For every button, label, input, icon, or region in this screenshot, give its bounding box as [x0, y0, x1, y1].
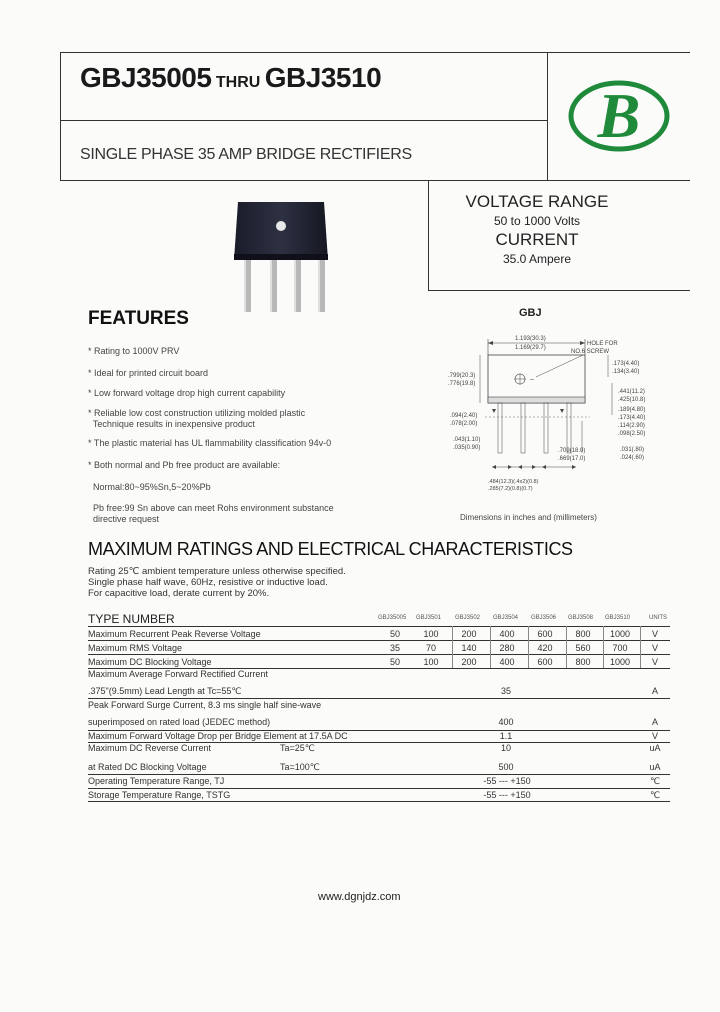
dim-left-4: .078(2.00): [450, 421, 478, 427]
feature-item: * Low forward voltage drop high current capability: [88, 388, 286, 398]
table-rule: [88, 698, 670, 699]
ir-value-1: 10: [500, 743, 511, 753]
avg-current-label: Maximum Average Forward Rectified Current: [88, 669, 268, 679]
tstg-value: -55 --- +150: [483, 790, 531, 800]
ratings-box-bottom: [428, 290, 690, 291]
ir-value-2: 500: [498, 762, 514, 772]
dim-left-2: .776(19.8): [448, 381, 476, 387]
dim-right-10: .024(.60): [620, 455, 645, 461]
cell-value: 50: [389, 657, 400, 667]
feature-item: * Rating to 1000V PRV: [88, 346, 180, 356]
hole-label-1: HOLE FOR: [587, 341, 618, 347]
tj-value: -55 --- +150: [483, 776, 531, 786]
feature-item: * The plastic material has UL flammability classification 94v-0: [88, 438, 332, 448]
vf-value: 1.1: [499, 731, 513, 741]
cell-value: 400: [499, 629, 515, 639]
features-heading: FEATURES: [88, 308, 189, 329]
ratings-notes: [88, 566, 346, 599]
row-label: Maximum Recurrent Peak Reverse Voltage: [88, 629, 261, 639]
col-head-gbj3502: GBJ3502: [455, 615, 481, 621]
cell-value: 280: [499, 643, 515, 653]
ir-cond-2: Ta=100℃: [280, 762, 320, 772]
table-rule: [88, 788, 670, 789]
cell-value: 1000: [609, 629, 631, 639]
dim-mid-2: .669(17.0): [558, 456, 586, 462]
col-head-gbj3510: GBJ3510: [605, 615, 631, 621]
feature-item: directive request: [88, 514, 160, 524]
table-rule: [88, 654, 670, 655]
tj-unit: ℃: [649, 776, 661, 786]
dimensions-caption: Dimensions in inches and (millimeters): [460, 513, 597, 522]
cell-value: 600: [537, 657, 553, 667]
top-rule: [60, 52, 690, 53]
footer-url[interactable]: www.dgnjdz.com: [318, 891, 401, 903]
surge-unit: A: [651, 717, 658, 727]
cell-unit: V: [651, 643, 658, 653]
type-number-header: TYPE NUMBER: [88, 612, 175, 626]
title-left: GBJ35005: [80, 62, 212, 93]
header-left-rule: [60, 52, 61, 180]
cell-value: 800: [575, 657, 591, 667]
cell-value: 1000: [609, 657, 631, 667]
note-line: For capacitive load, derate current by 20%.: [88, 588, 270, 599]
cell-value: 50: [389, 629, 400, 639]
feature-item: Pb free:99 Sn above can meet Rohs environment substance: [88, 503, 334, 513]
cell-unit: V: [651, 657, 658, 667]
logo-letter: B: [597, 80, 641, 151]
dim-mid-1: .709(18.0): [558, 448, 586, 454]
voltage-range-label: VOLTAGE RANGE: [465, 192, 609, 211]
svg-text:~: ~: [530, 377, 535, 384]
dim-bottom-2: .285(7.2)(0.8)(0.7): [488, 486, 533, 492]
cell-value: 100: [423, 657, 439, 667]
table-rule: [88, 801, 670, 802]
feature-item: * Reliable low cost construction utilizing molded plastic: [88, 408, 306, 418]
avg-current-unit: A: [651, 686, 658, 696]
ir-unit-2: uA: [649, 762, 661, 772]
dim-right-8: .098(2.50): [618, 431, 646, 437]
avg-current-value: 35: [500, 686, 511, 696]
tstg-unit: ℃: [649, 790, 661, 800]
cell-value: 200: [461, 657, 477, 667]
company-logo: [567, 76, 671, 161]
avg-current-label-2: .375"(9.5mm) Lead Length at Tc=55℃: [88, 686, 242, 696]
vf-unit: V: [651, 731, 658, 741]
feature-item: Technique results in inexpensive product: [88, 419, 255, 429]
note-line: Rating 25℃ ambient temperature unless otherwise specified.: [88, 566, 346, 577]
cell-value: 800: [575, 629, 591, 639]
surge-label: Peak Forward Surge Current, 8.3 ms single half sine-wave: [88, 700, 322, 710]
dim-right-1: .173(4.40): [612, 361, 640, 367]
dim-top-1: 1.193(30.3): [515, 336, 546, 342]
feature-item: * Ideal for printed circuit board: [88, 368, 209, 378]
cell-value: 70: [425, 643, 436, 653]
dim-right-3: .441(11.2): [618, 389, 645, 395]
dim-right-6: .173(4.40): [618, 415, 646, 421]
dim-right-4: .425(10.8): [618, 397, 646, 403]
table-rule: [88, 626, 670, 627]
page-subtitle: SINGLE PHASE 35 AMP BRIDGE RECTIFIERS: [80, 146, 412, 163]
voltage-range-value: 50 to 1000 Volts: [493, 214, 581, 228]
cell-value: 700: [612, 643, 628, 653]
vf-label: Maximum Forward Voltage Drop per Bridge Element at 17.5A DC: [88, 731, 348, 741]
dim-left-5: .043(1.10): [453, 437, 481, 443]
col-head-gbj35005: GBJ35005: [378, 615, 407, 621]
package-name: GBJ: [519, 307, 542, 319]
dim-left-3: .094(2.40): [450, 413, 478, 419]
row-label: Maximum DC Blocking Voltage: [88, 657, 212, 667]
dim-top-2: 1.169(29.7): [515, 345, 546, 351]
header-divider: [547, 52, 548, 180]
dim-left-1: .799(20.3): [448, 373, 476, 379]
ir-label-2: at Rated DC Blocking Voltage: [88, 762, 207, 772]
ratings-heading: MAXIMUM RATINGS AND ELECTRICAL CHARACTERISTICS: [88, 539, 573, 559]
current-value: 35.0 Ampere: [502, 252, 572, 266]
dim-right-9: .031(.80): [620, 447, 645, 453]
ir-cond-1: Ta=25℃: [280, 743, 315, 753]
cell-value: 100: [423, 629, 439, 639]
cell-value: 35: [389, 643, 400, 653]
cell-value: 140: [461, 643, 477, 653]
current-label: CURRENT: [495, 230, 579, 249]
title-right: GBJ3510: [264, 62, 382, 93]
dim-bottom-1: .484(12.3)(.4x2)(0.8): [488, 479, 539, 485]
table-rule: [88, 640, 670, 641]
cell-value: 560: [575, 643, 591, 653]
cell-value: 200: [461, 629, 477, 639]
col-head-gbj3508: GBJ3508: [568, 615, 594, 621]
row-label: Maximum RMS Voltage: [88, 643, 183, 653]
dim-right-5: .189(4.80): [618, 407, 646, 413]
dim-right-2: .134(3.40): [612, 369, 640, 375]
package-photo: [232, 196, 332, 321]
cell-unit: V: [651, 629, 658, 639]
surge-value: 400: [498, 717, 514, 727]
page-title: [80, 62, 381, 94]
ir-unit-1: uA: [649, 743, 661, 753]
col-head-gbj3504: GBJ3504: [493, 615, 519, 621]
feature-item: * Both normal and Pb free product are available:: [88, 460, 281, 470]
ratings-box: [428, 192, 646, 266]
header-bottom-rule: [60, 180, 690, 181]
surge-label-2: superimposed on rated load (JEDEC method): [88, 717, 271, 727]
feature-item: Normal:80~95%Sn,5~20%Pb: [88, 482, 211, 492]
title-rule: [60, 120, 547, 121]
cell-value: 600: [537, 629, 553, 639]
cell-value: 400: [499, 657, 515, 667]
ir-label: Maximum DC Reverse Current: [88, 743, 212, 753]
title-thru: THRU: [215, 74, 261, 91]
cell-value: 420: [537, 643, 553, 653]
tstg-label: Storage Temperature Range, TSTG: [88, 790, 231, 800]
table-rule: [88, 774, 670, 775]
col-head-gbj3506: GBJ3506: [531, 615, 557, 621]
dim-right-7: .114(2.90): [618, 423, 645, 429]
col-head-units: UNITS: [649, 615, 667, 621]
col-head-gbj3501: GBJ3501: [416, 615, 442, 621]
dim-left-6: .035(0.90): [453, 445, 481, 451]
outline-drawing: [440, 325, 680, 530]
note-line: Single phase half wave, 60Hz, resistive or inductive load.: [88, 577, 328, 588]
hole-label-2: NO.6 SCREW: [571, 349, 610, 355]
tj-label: Operating Temperature Range, TJ: [88, 776, 225, 786]
